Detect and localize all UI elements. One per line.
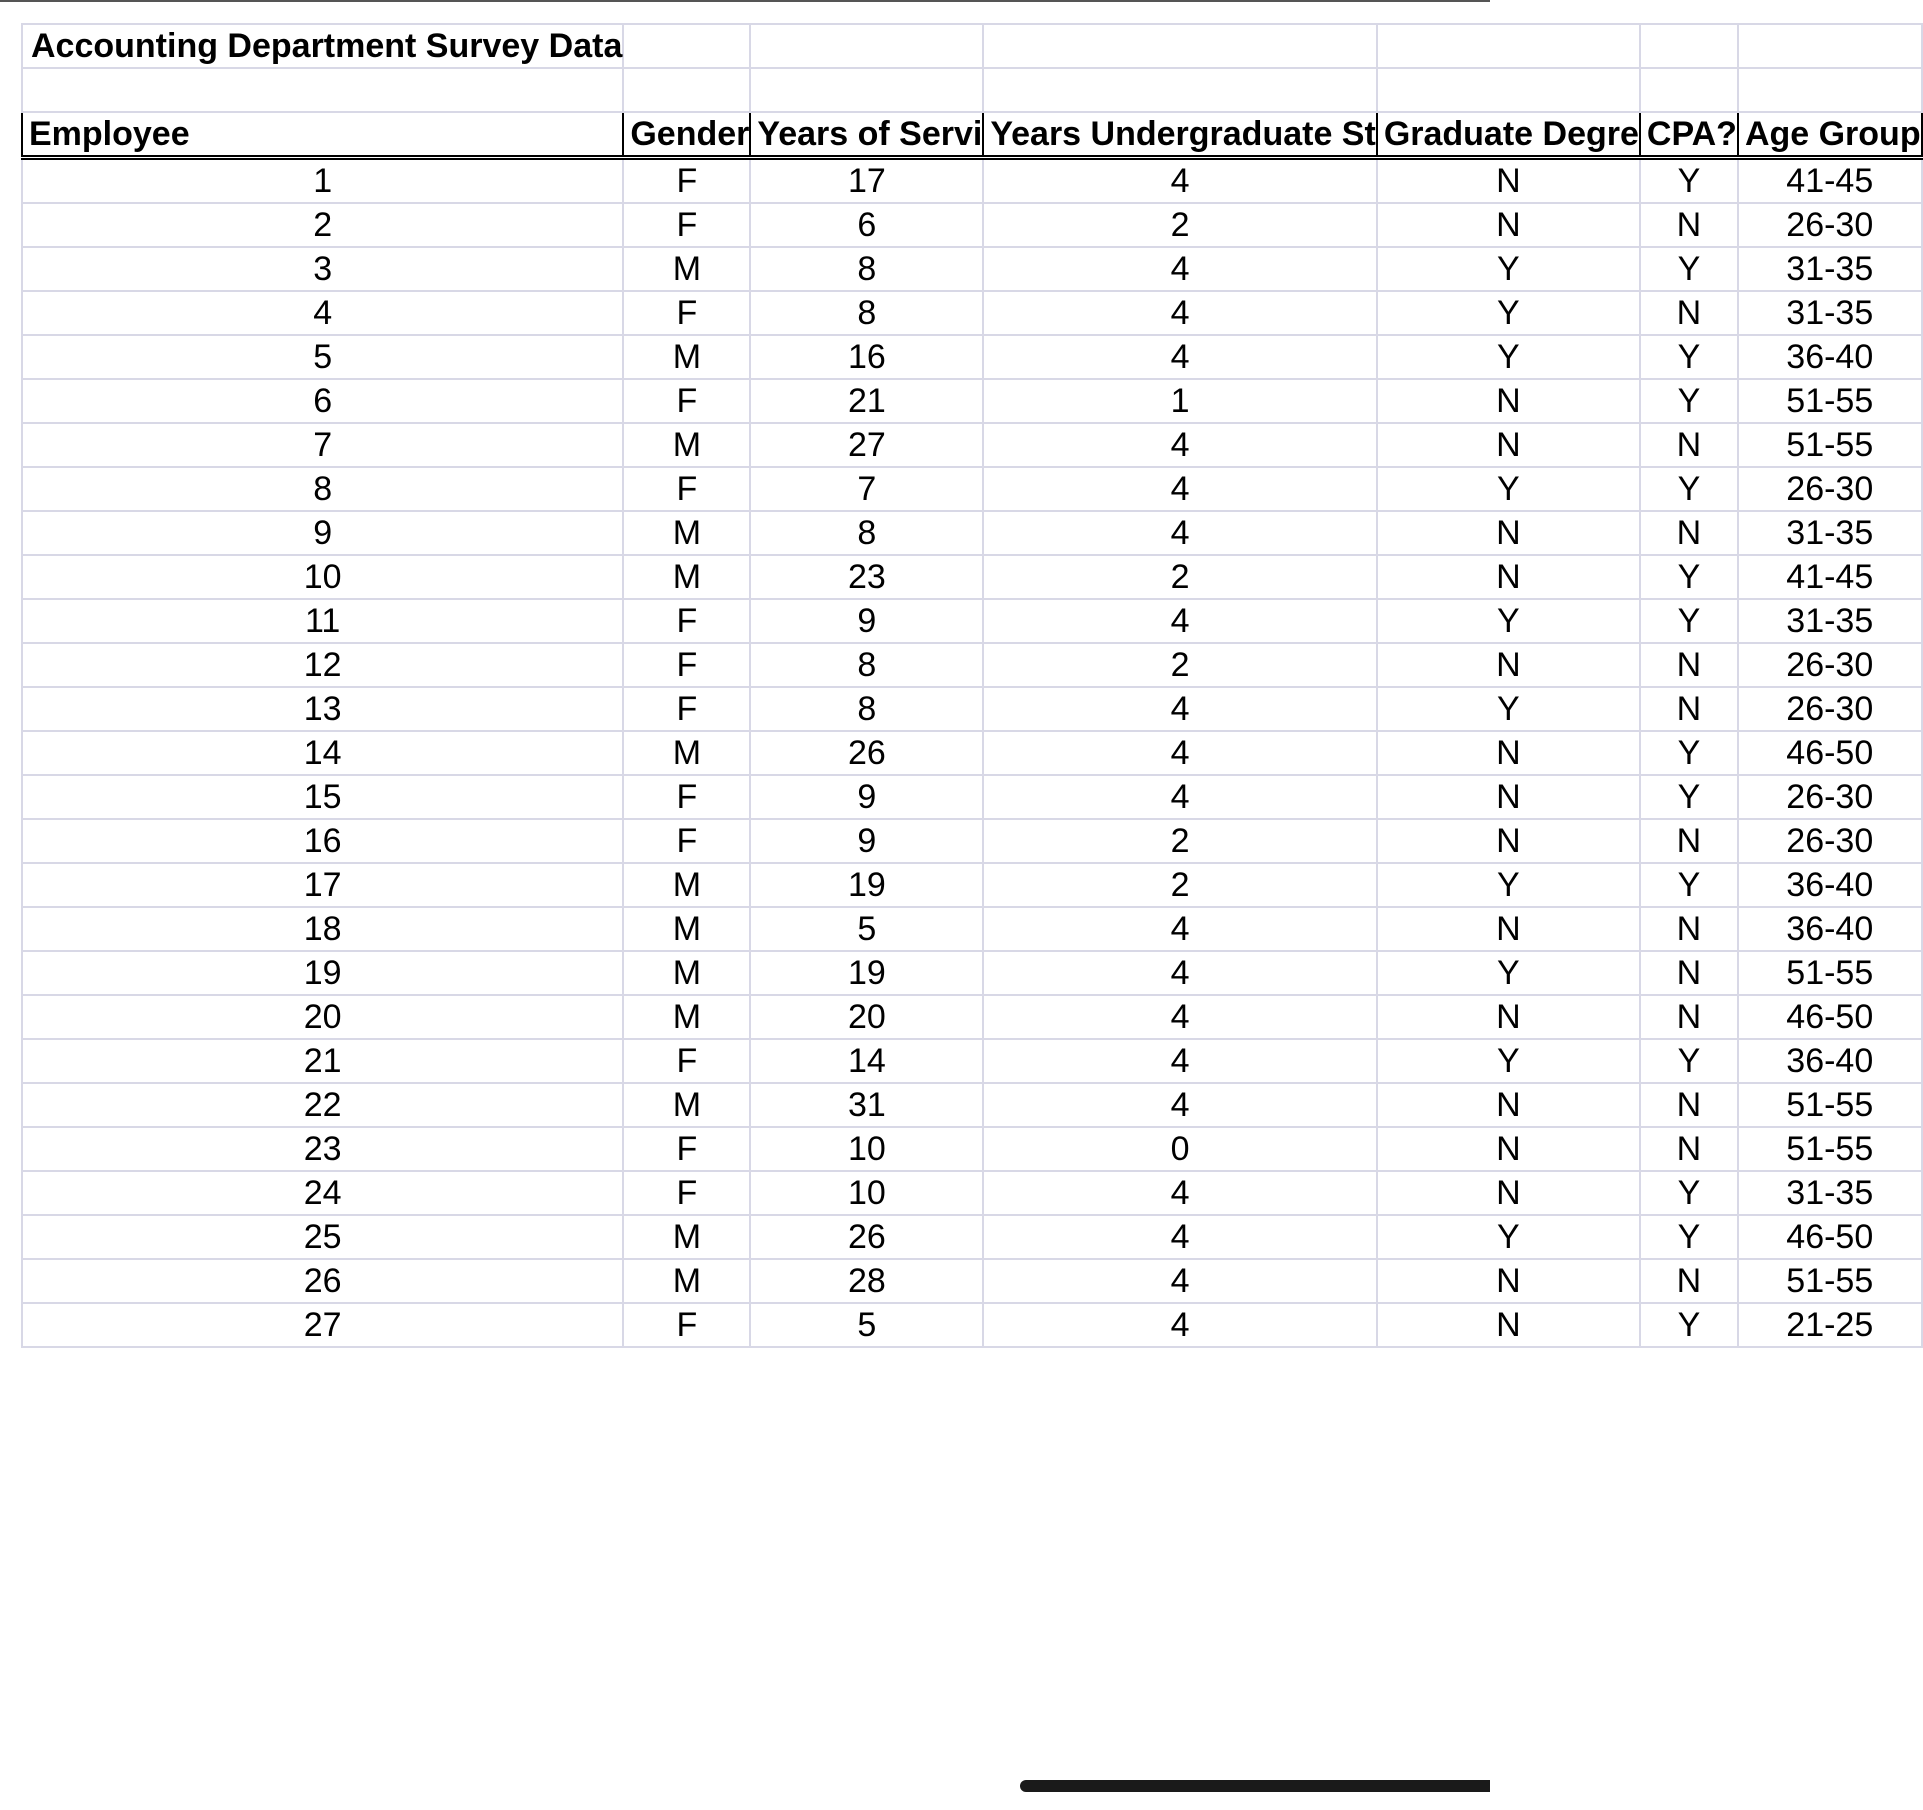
cpa-cell[interactable]: N <box>1640 907 1738 951</box>
years-undergrad-cell[interactable]: 4 <box>983 731 1376 775</box>
graduate-degree-cell[interactable]: N <box>1377 203 1640 247</box>
gender-cell[interactable]: M <box>623 1215 750 1259</box>
years-of-service-cell[interactable]: 8 <box>750 291 983 335</box>
employee-cell[interactable]: 23 <box>22 1127 623 1171</box>
gender-cell[interactable]: M <box>623 511 750 555</box>
header-cpa[interactable]: CPA? <box>1640 112 1738 158</box>
cpa-cell[interactable]: N <box>1640 819 1738 863</box>
years-of-service-cell[interactable]: 26 <box>750 731 983 775</box>
graduate-degree-cell[interactable]: N <box>1377 555 1640 599</box>
table-row <box>22 423 1922 467</box>
years-of-service-cell[interactable]: 6 <box>750 203 983 247</box>
header-gender[interactable]: Gender <box>623 112 750 158</box>
gender-cell[interactable]: F <box>623 379 750 423</box>
graduate-degree-cell[interactable]: N <box>1377 731 1640 775</box>
years-undergrad-cell[interactable]: 4 <box>983 1171 1376 1215</box>
years-of-service-cell[interactable]: 8 <box>750 247 983 291</box>
graduate-degree-cell[interactable]: N <box>1377 775 1640 819</box>
spreadsheet-grid <box>21 23 1923 1348</box>
age-group-cell[interactable]: 41-45 <box>1738 555 1922 599</box>
years-undergrad-cell[interactable]: 4 <box>983 1303 1376 1347</box>
table-row <box>22 863 1922 907</box>
employee-cell[interactable]: 2 <box>22 203 623 247</box>
cell[interactable] <box>750 24 983 68</box>
gender-cell[interactable]: F <box>623 687 750 731</box>
years-of-service-cell[interactable]: 8 <box>750 643 983 687</box>
years-undergrad-cell[interactable]: 4 <box>983 951 1376 995</box>
graduate-degree-cell[interactable]: Y <box>1377 467 1640 511</box>
years-of-service-cell[interactable]: 19 <box>750 863 983 907</box>
gender-cell[interactable]: M <box>623 995 750 1039</box>
cpa-cell[interactable]: Y <box>1640 1039 1738 1083</box>
gender-cell[interactable]: M <box>623 555 750 599</box>
cpa-cell[interactable]: Y <box>1640 555 1738 599</box>
graduate-degree-cell[interactable]: N <box>1377 1303 1640 1347</box>
table-row <box>22 819 1922 863</box>
gender-cell[interactable]: F <box>623 775 750 819</box>
gender-cell[interactable]: F <box>623 599 750 643</box>
years-of-service-cell[interactable]: 26 <box>750 1215 983 1259</box>
age-group-cell[interactable]: 51-55 <box>1738 1083 1922 1127</box>
employee-cell[interactable]: 6 <box>22 379 623 423</box>
cpa-cell[interactable]: N <box>1640 643 1738 687</box>
graduate-degree-cell[interactable]: N <box>1377 379 1640 423</box>
cell[interactable] <box>623 68 750 112</box>
cell[interactable] <box>1640 68 1738 112</box>
cpa-cell[interactable]: N <box>1640 951 1738 995</box>
employee-cell[interactable]: 7 <box>22 423 623 467</box>
employee-cell[interactable]: 10 <box>22 555 623 599</box>
gender-cell[interactable]: M <box>623 951 750 995</box>
years-undergrad-cell[interactable]: 4 <box>983 775 1376 819</box>
cpa-cell[interactable]: Y <box>1640 1215 1738 1259</box>
years-undergrad-cell[interactable]: 4 <box>983 599 1376 643</box>
age-group-cell[interactable]: 51-55 <box>1738 423 1922 467</box>
years-undergrad-cell[interactable]: 0 <box>983 1127 1376 1171</box>
years-of-service-cell[interactable]: 5 <box>750 907 983 951</box>
employee-cell[interactable]: 15 <box>22 775 623 819</box>
table-row <box>22 731 1922 775</box>
years-of-service-cell[interactable]: 28 <box>750 1259 983 1303</box>
cell[interactable] <box>750 68 983 112</box>
cpa-cell[interactable]: Y <box>1640 335 1738 379</box>
employee-cell[interactable]: 4 <box>22 291 623 335</box>
cell[interactable] <box>983 24 1376 68</box>
years-undergrad-cell[interactable]: 4 <box>983 1039 1376 1083</box>
gender-cell[interactable]: F <box>623 203 750 247</box>
gender-cell[interactable]: F <box>623 467 750 511</box>
years-of-service-cell[interactable]: 10 <box>750 1171 983 1215</box>
gender-cell[interactable]: F <box>623 643 750 687</box>
employee-cell[interactable]: 21 <box>22 1039 623 1083</box>
years-undergrad-cell[interactable]: 2 <box>983 643 1376 687</box>
spreadsheet-body <box>22 24 1922 1347</box>
age-group-cell[interactable]: 51-55 <box>1738 1127 1922 1171</box>
cell[interactable] <box>22 68 623 112</box>
header-years-of-service[interactable]: Years of Servi <box>750 112 983 158</box>
years-undergrad-cell[interactable]: 4 <box>983 511 1376 555</box>
age-group-cell[interactable]: 46-50 <box>1738 1215 1922 1259</box>
table-row <box>22 1259 1922 1303</box>
graduate-degree-cell[interactable]: N <box>1377 158 1640 204</box>
graduate-degree-cell[interactable]: N <box>1377 1083 1640 1127</box>
gender-cell[interactable]: M <box>623 247 750 291</box>
employee-cell[interactable]: 9 <box>22 511 623 555</box>
home-indicator-bar <box>1020 1780 1490 1792</box>
years-of-service-cell[interactable]: 9 <box>750 599 983 643</box>
header-years-undergraduate-study[interactable]: Years Undergraduate St <box>983 112 1376 158</box>
age-group-cell[interactable]: 31-35 <box>1738 247 1922 291</box>
cpa-cell[interactable]: Y <box>1640 467 1738 511</box>
age-group-cell[interactable]: 26-30 <box>1738 687 1922 731</box>
graduate-degree-cell[interactable]: Y <box>1377 291 1640 335</box>
graduate-degree-cell[interactable]: Y <box>1377 1215 1640 1259</box>
table-row <box>22 291 1922 335</box>
table-row <box>22 379 1922 423</box>
age-group-cell[interactable]: 36-40 <box>1738 335 1922 379</box>
cell[interactable] <box>983 68 1376 112</box>
age-group-cell[interactable]: 31-35 <box>1738 291 1922 335</box>
age-group-cell[interactable]: 21-25 <box>1738 1303 1922 1347</box>
cpa-cell[interactable]: Y <box>1640 247 1738 291</box>
cpa-cell[interactable]: Y <box>1640 731 1738 775</box>
age-group-cell[interactable]: 51-55 <box>1738 1259 1922 1303</box>
table-row <box>22 1083 1922 1127</box>
cell[interactable] <box>1640 24 1738 68</box>
employee-cell[interactable]: 24 <box>22 1171 623 1215</box>
age-group-cell[interactable]: 41-45 <box>1738 158 1922 204</box>
age-group-cell[interactable]: 26-30 <box>1738 775 1922 819</box>
cpa-cell[interactable]: N <box>1640 511 1738 555</box>
years-undergrad-cell[interactable]: 4 <box>983 247 1376 291</box>
employee-cell[interactable]: 12 <box>22 643 623 687</box>
cpa-cell[interactable]: Y <box>1640 158 1738 204</box>
graduate-degree-cell[interactable]: Y <box>1377 335 1640 379</box>
blank-row <box>22 68 1922 112</box>
graduate-degree-cell[interactable]: N <box>1377 1127 1640 1171</box>
years-of-service-cell[interactable]: 21 <box>750 379 983 423</box>
cpa-cell[interactable]: Y <box>1640 1171 1738 1215</box>
age-group-cell[interactable]: 46-50 <box>1738 995 1922 1039</box>
gender-cell[interactable]: M <box>623 731 750 775</box>
age-group-cell[interactable]: 26-30 <box>1738 643 1922 687</box>
cell[interactable] <box>1377 68 1640 112</box>
gender-cell[interactable]: F <box>623 158 750 204</box>
table-row <box>22 951 1922 995</box>
employee-cell[interactable]: 3 <box>22 247 623 291</box>
cell[interactable] <box>1738 68 1922 112</box>
gender-cell[interactable]: M <box>623 1083 750 1127</box>
gender-cell[interactable]: F <box>623 1039 750 1083</box>
graduate-degree-cell[interactable]: N <box>1377 995 1640 1039</box>
years-of-service-cell[interactable]: 5 <box>750 1303 983 1347</box>
employee-cell[interactable]: 16 <box>22 819 623 863</box>
gender-cell[interactable]: F <box>623 819 750 863</box>
age-group-cell[interactable]: 31-35 <box>1738 599 1922 643</box>
employee-cell[interactable]: 19 <box>22 951 623 995</box>
years-undergrad-cell[interactable]: 4 <box>983 1259 1376 1303</box>
table-row <box>22 555 1922 599</box>
gender-cell[interactable]: F <box>623 1303 750 1347</box>
employee-cell[interactable]: 11 <box>22 599 623 643</box>
graduate-degree-cell[interactable]: Y <box>1377 1039 1640 1083</box>
table-row <box>22 599 1922 643</box>
graduate-degree-cell[interactable]: N <box>1377 1171 1640 1215</box>
employee-cell[interactable]: 17 <box>22 863 623 907</box>
graduate-degree-cell[interactable]: N <box>1377 1259 1640 1303</box>
table-row <box>22 995 1922 1039</box>
cpa-cell[interactable]: Y <box>1640 1303 1738 1347</box>
years-of-service-cell[interactable]: 14 <box>750 1039 983 1083</box>
graduate-degree-cell[interactable]: N <box>1377 819 1640 863</box>
years-undergrad-cell[interactable]: 4 <box>983 467 1376 511</box>
gender-cell[interactable]: M <box>623 863 750 907</box>
years-of-service-cell[interactable]: 31 <box>750 1083 983 1127</box>
table-row <box>22 1303 1922 1347</box>
employee-cell[interactable]: 1 <box>22 158 623 204</box>
header-row <box>22 112 1922 158</box>
header-age-group[interactable]: Age Group <box>1738 112 1922 158</box>
years-undergrad-cell[interactable]: 4 <box>983 687 1376 731</box>
cpa-cell[interactable]: N <box>1640 203 1738 247</box>
table-row <box>22 907 1922 951</box>
age-group-cell[interactable]: 46-50 <box>1738 731 1922 775</box>
header-employee[interactable]: Employee <box>22 112 623 158</box>
graduate-degree-cell[interactable]: Y <box>1377 863 1640 907</box>
employee-cell[interactable]: 14 <box>22 731 623 775</box>
cell[interactable] <box>1738 24 1922 68</box>
table-row <box>22 247 1922 291</box>
graduate-degree-cell[interactable]: Y <box>1377 599 1640 643</box>
years-of-service-cell[interactable]: 8 <box>750 687 983 731</box>
years-undergrad-cell[interactable]: 4 <box>983 1083 1376 1127</box>
years-undergrad-cell[interactable]: 2 <box>983 203 1376 247</box>
table-row <box>22 467 1922 511</box>
employee-cell[interactable]: 20 <box>22 995 623 1039</box>
gender-cell[interactable]: F <box>623 1171 750 1215</box>
header-graduate-degree[interactable]: Graduate Degre <box>1377 112 1640 158</box>
cell[interactable] <box>1377 24 1640 68</box>
years-undergrad-cell[interactable]: 2 <box>983 863 1376 907</box>
table-row <box>22 158 1922 204</box>
graduate-degree-cell[interactable]: N <box>1377 511 1640 555</box>
cell[interactable] <box>623 24 750 68</box>
years-of-service-cell[interactable]: 16 <box>750 335 983 379</box>
sheet-title[interactable]: Accounting Department Survey Data <box>22 24 623 68</box>
gender-cell[interactable]: M <box>623 907 750 951</box>
cpa-cell[interactable]: N <box>1640 1259 1738 1303</box>
graduate-degree-cell[interactable]: Y <box>1377 951 1640 995</box>
gender-cell[interactable]: F <box>623 1127 750 1171</box>
years-undergrad-cell[interactable]: 4 <box>983 1215 1376 1259</box>
employee-cell[interactable]: 5 <box>22 335 623 379</box>
graduate-degree-cell[interactable]: Y <box>1377 247 1640 291</box>
cpa-cell[interactable]: Y <box>1640 775 1738 819</box>
title-row <box>22 24 1922 68</box>
cpa-cell[interactable]: Y <box>1640 599 1738 643</box>
age-group-cell[interactable]: 31-35 <box>1738 511 1922 555</box>
age-group-cell[interactable]: 26-30 <box>1738 467 1922 511</box>
years-undergrad-cell[interactable]: 2 <box>983 819 1376 863</box>
years-undergrad-cell[interactable]: 4 <box>983 423 1376 467</box>
table-row <box>22 687 1922 731</box>
years-of-service-cell[interactable]: 17 <box>750 158 983 204</box>
years-of-service-cell[interactable]: 23 <box>750 555 983 599</box>
years-of-service-cell[interactable]: 10 <box>750 1127 983 1171</box>
gender-cell[interactable]: M <box>623 1259 750 1303</box>
years-of-service-cell[interactable]: 19 <box>750 951 983 995</box>
graduate-degree-cell[interactable]: N <box>1377 423 1640 467</box>
employee-cell[interactable]: 27 <box>22 1303 623 1347</box>
years-of-service-cell[interactable]: 8 <box>750 511 983 555</box>
gender-cell[interactable]: F <box>623 291 750 335</box>
gender-cell[interactable]: M <box>623 335 750 379</box>
years-undergrad-cell[interactable]: 4 <box>983 995 1376 1039</box>
table-row <box>22 1171 1922 1215</box>
cpa-cell[interactable]: N <box>1640 291 1738 335</box>
age-group-cell[interactable]: 36-40 <box>1738 1039 1922 1083</box>
age-group-cell[interactable]: 31-35 <box>1738 1171 1922 1215</box>
age-group-cell[interactable]: 26-30 <box>1738 819 1922 863</box>
top-border-line <box>0 0 1490 2</box>
employee-cell[interactable]: 13 <box>22 687 623 731</box>
years-undergrad-cell[interactable]: 1 <box>983 379 1376 423</box>
employee-cell[interactable]: 25 <box>22 1215 623 1259</box>
employee-cell[interactable]: 22 <box>22 1083 623 1127</box>
age-group-cell[interactable]: 51-55 <box>1738 379 1922 423</box>
graduate-degree-cell[interactable]: N <box>1377 643 1640 687</box>
employee-cell[interactable]: 26 <box>22 1259 623 1303</box>
table-row <box>22 1127 1922 1171</box>
age-group-cell[interactable]: 36-40 <box>1738 907 1922 951</box>
cpa-cell[interactable]: Y <box>1640 863 1738 907</box>
years-undergrad-cell[interactable]: 2 <box>983 555 1376 599</box>
table-row <box>22 335 1922 379</box>
years-undergrad-cell[interactable]: 4 <box>983 907 1376 951</box>
age-group-cell[interactable]: 26-30 <box>1738 203 1922 247</box>
cpa-cell[interactable]: N <box>1640 423 1738 467</box>
cpa-cell[interactable]: N <box>1640 1083 1738 1127</box>
employee-cell[interactable]: 8 <box>22 467 623 511</box>
years-of-service-cell[interactable]: 9 <box>750 819 983 863</box>
age-group-cell[interactable]: 36-40 <box>1738 863 1922 907</box>
cpa-cell[interactable]: N <box>1640 1127 1738 1171</box>
years-of-service-cell[interactable]: 7 <box>750 467 983 511</box>
years-undergrad-cell[interactable]: 4 <box>983 291 1376 335</box>
table-row <box>22 203 1922 247</box>
table-row <box>22 775 1922 819</box>
years-of-service-cell[interactable]: 20 <box>750 995 983 1039</box>
cpa-cell[interactable]: N <box>1640 687 1738 731</box>
employee-cell[interactable]: 18 <box>22 907 623 951</box>
table-row <box>22 511 1922 555</box>
years-undergrad-cell[interactable]: 4 <box>983 158 1376 204</box>
age-group-cell[interactable]: 51-55 <box>1738 951 1922 995</box>
years-undergrad-cell[interactable]: 4 <box>983 335 1376 379</box>
graduate-degree-cell[interactable]: N <box>1377 907 1640 951</box>
graduate-degree-cell[interactable]: Y <box>1377 687 1640 731</box>
cpa-cell[interactable]: Y <box>1640 379 1738 423</box>
table-row <box>22 1215 1922 1259</box>
gender-cell[interactable]: M <box>623 423 750 467</box>
years-of-service-cell[interactable]: 9 <box>750 775 983 819</box>
table-row <box>22 1039 1922 1083</box>
table-row <box>22 643 1922 687</box>
years-of-service-cell[interactable]: 27 <box>750 423 983 467</box>
cpa-cell[interactable]: N <box>1640 995 1738 1039</box>
